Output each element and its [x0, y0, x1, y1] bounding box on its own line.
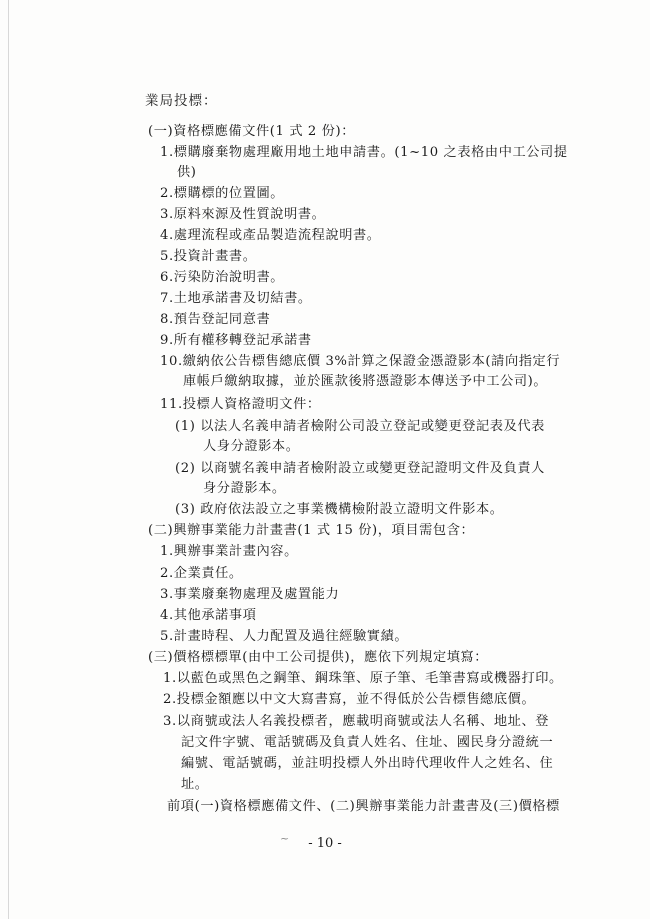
section1-item-1-cont: 供): [177, 165, 197, 180]
section1-item-6: 6.污染防治說明書。: [160, 270, 285, 285]
section1-item-10-cont: 庫帳戶繳納取據，並於匯款後將憑證影本傳送予中工公司)。: [183, 374, 548, 389]
page-number: - 10 -: [308, 836, 342, 851]
section1-subitem-1: (1) 以法人名義申請者檢附公司設立登記或變更登記表及代表: [175, 419, 545, 434]
section1-item-4: 4.處理流程或產品製造流程說明書。: [160, 228, 381, 243]
section2-item-1: 1.興辦事業計畫內容。: [160, 544, 298, 559]
document-heading: 業局投標：: [145, 93, 218, 109]
section1-item-3: 3.原料來源及性質說明書。: [160, 207, 326, 222]
section2-item-4: 4.其他承諾事項: [160, 608, 257, 623]
section3-item-3-cont-1: 記文件字號、電話號碼及負責人姓名、住址、國民身分證統一: [181, 735, 554, 750]
section1-item-10: 10.繳納依公告標售總底價 3%計算之保證金憑證影本(請向指定行: [160, 354, 561, 369]
section2-item-2: 2.企業責任。: [160, 566, 243, 581]
scan-mark: ~: [280, 832, 290, 845]
section1-item-11: 11.投標人資格證明文件：: [160, 397, 321, 412]
section1-subitem-1-cont: 人身分證影本。: [203, 439, 300, 454]
section3-title: (三)價格標標單(由中工公司提供)，應依下列規定填寫：: [148, 650, 489, 665]
section2-item-5: 5.計畫時程、人力配置及過往經驗實績。: [160, 629, 409, 644]
closing-paragraph: 前項(一)資格標應備文件、(二)興辦事業能力計畫書及(三)價格標: [167, 799, 560, 814]
section3-item-3-cont-2: 編號、電話號碼，並註明投標人外出時代理收件人之姓名、住: [181, 756, 554, 771]
section3-item-3-cont-3: 址。: [181, 777, 209, 792]
section1-subitem-3: (3) 政府依法設立之事業機構檢附設立證明文件影本。: [175, 502, 504, 517]
section3-item-3: 3.以商號或法人名義投標者，應載明商號或法人名稱、地址、登: [163, 714, 550, 729]
section1-subitem-2: (2) 以商號名義申請者檢附設立或變更登記證明文件及負責人: [175, 461, 545, 476]
section2-item-3: 3.事業廢棄物處理及處置能力: [160, 587, 340, 602]
section1-item-8: 8.預告登記同意書: [160, 312, 271, 327]
section2-title: (二)興辦事業能力計畫書(1 式 15 份)，項目需包含：: [148, 523, 475, 538]
section1-title: (一)資格標應備文件(1 式 2 份)：: [148, 124, 355, 139]
section1-item-7: 7.土地承諾書及切結書。: [160, 291, 312, 306]
section3-item-2: 2.投標金額應以中文大寫書寫，並不得低於公告標售總底價。: [163, 692, 536, 707]
section1-item-1: 1.標購廢棄物處理廠用地土地申請書。(1~10 之表格由中工公司提: [160, 145, 568, 160]
section1-item-5: 5.投資計畫書。: [160, 249, 257, 264]
section3-item-1: 1.以藍色或黑色之鋼筆、鋼珠筆、原子筆、毛筆書寫或機器打印。: [163, 671, 563, 686]
section1-item-2: 2.標購標的位置圖。: [160, 186, 285, 201]
section1-subitem-2-cont: 身分證影本。: [203, 481, 286, 496]
section1-item-9: 9.所有權移轉登記承諾書: [160, 333, 312, 348]
scan-edge: [8, 0, 9, 919]
